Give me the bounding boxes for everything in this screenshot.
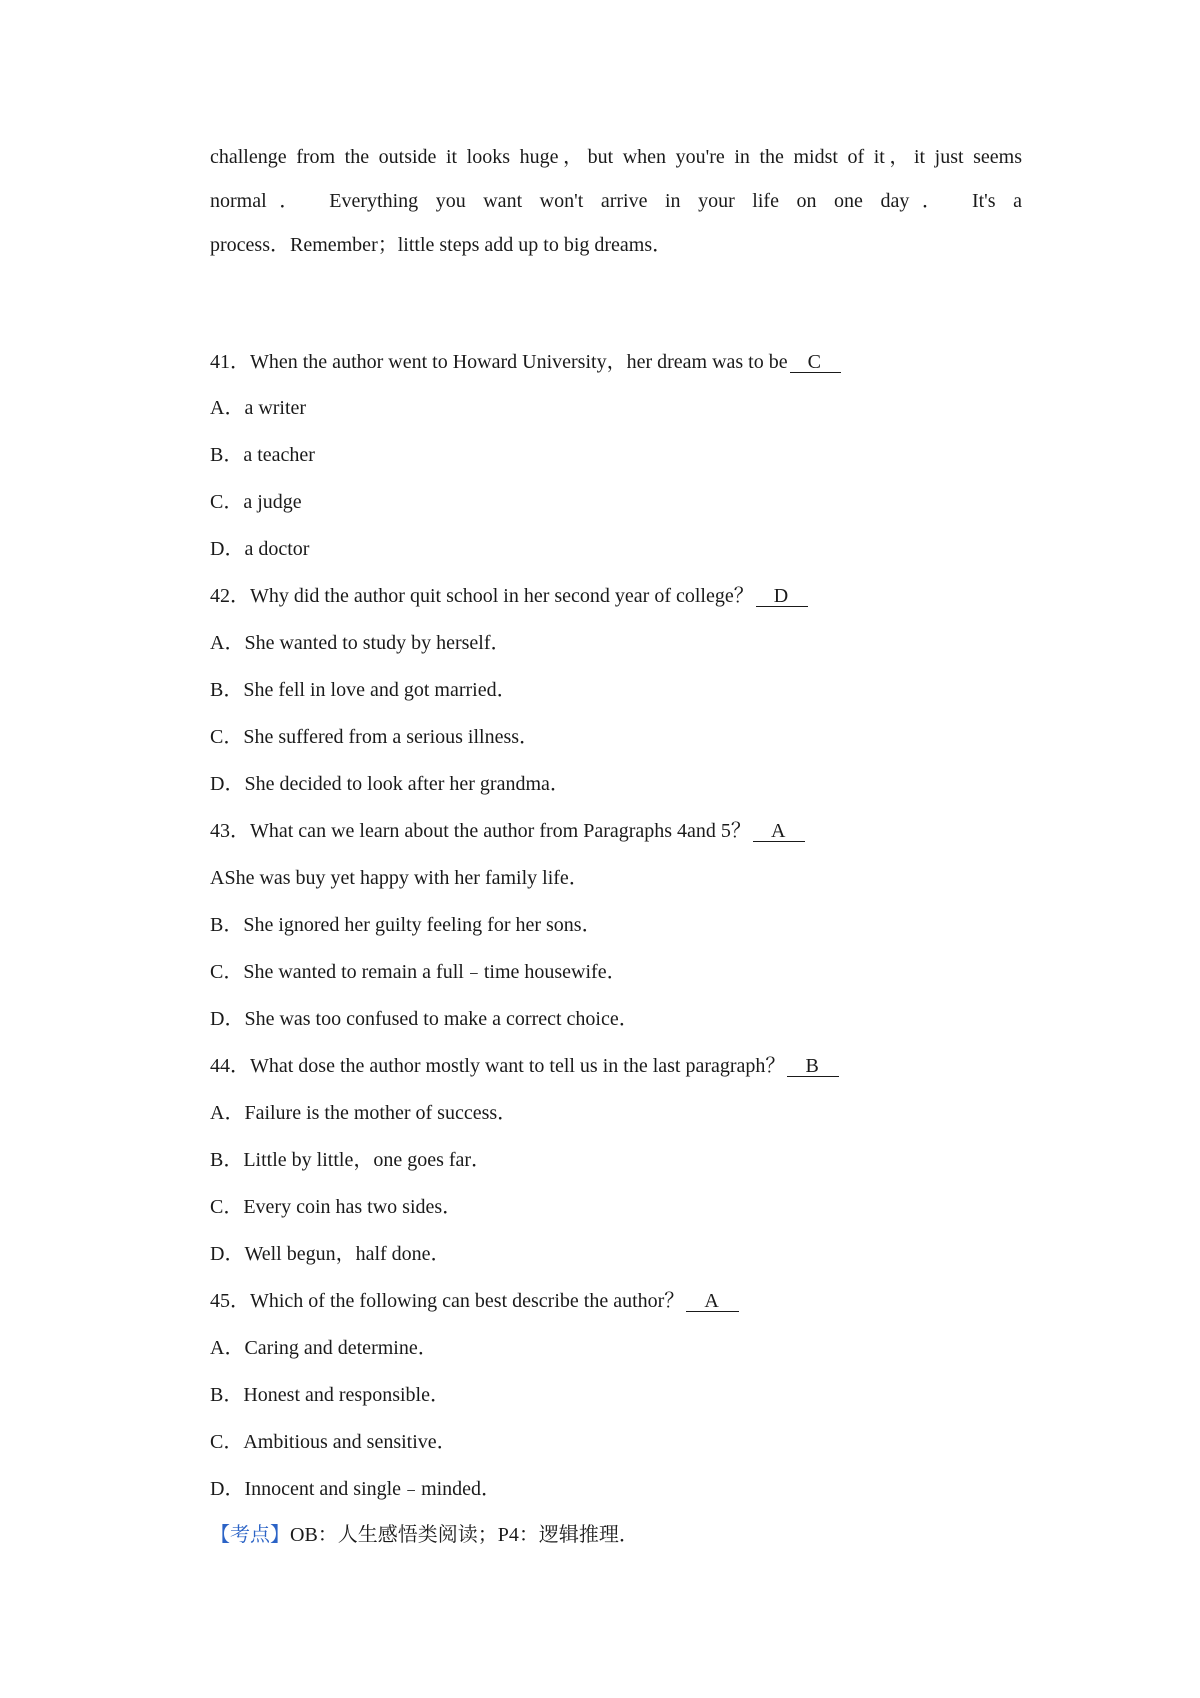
- question-41-text: 41．When the author went to Howard University，her dream was to be: [210, 351, 788, 373]
- question-45-option-b: B．Honest and responsible．: [210, 1384, 450, 1406]
- passage-line-1: challenge from the outside it looks huge，but when you're in the midst of it，it just seems: [210, 146, 1022, 168]
- question-42-option-a: A．She wanted to study by herself．: [210, 632, 511, 654]
- question-42-option-c: C．She suffered from a serious illness．: [210, 726, 540, 748]
- question-42-text: 42．Why did the author quit school in her second year of college？: [210, 585, 754, 607]
- question-45-option-c: C．Ambitious and sensitive．: [210, 1431, 457, 1453]
- question-44-text: 44．What dose the author mostly want to tell us in the last paragraph？: [210, 1055, 786, 1077]
- question-41-option-d: D．a doctor: [210, 538, 310, 560]
- question-43-option-b: B．She ignored her guilty feeling for her sons．: [210, 914, 602, 936]
- question-43-option-d: D．She was too confused to make a correct choice．: [210, 1008, 639, 1030]
- question-42-option-b: B．She fell in love and got married．: [210, 679, 517, 701]
- question-43-stem: [210, 819, 805, 843]
- question-44-option-b: B．Little by little，one goes far．: [210, 1149, 492, 1171]
- question-41-option-c: C．a judge: [210, 491, 302, 513]
- question-45-text: 45．Which of the following can best describe the author？: [210, 1290, 685, 1312]
- question-44-answer: B: [787, 1056, 838, 1077]
- kaodian-label: 【考点】: [210, 1524, 290, 1546]
- passage-line-3: process．Remember；little steps add up to big dreams．: [210, 234, 673, 256]
- question-44-option-a: A．Failure is the mother of success．: [210, 1102, 518, 1124]
- passage-line-2: normal． Everything you want won't arrive in your life on one day． It's a: [210, 190, 1022, 212]
- question-45-stem: [210, 1289, 739, 1313]
- question-42-answer: D: [756, 586, 808, 607]
- question-44-option-d: D．Well begun，half done．: [210, 1243, 451, 1265]
- question-41-answer: C: [790, 352, 841, 373]
- question-41-stem: [210, 350, 841, 374]
- question-44-stem: [210, 1054, 839, 1078]
- question-42-stem: [210, 584, 808, 608]
- question-45-option-a: A．Caring and determine．: [210, 1337, 438, 1359]
- question-45-option-d: D．Innocent and single﹣minded．: [210, 1478, 502, 1500]
- kaodian-line: [210, 1523, 639, 1547]
- question-43-option-c: C．She wanted to remain a full﹣time housewife．: [210, 961, 627, 983]
- question-44-option-c: C．Every coin has two sides．: [210, 1196, 463, 1218]
- question-41-option-a: A．a writer: [210, 397, 307, 419]
- question-43-text: 43．What can we learn about the author from Paragraphs 4and 5？: [210, 820, 751, 842]
- kaodian-text: OB：人生感悟类阅读；P4：逻辑推理．: [290, 1524, 639, 1546]
- question-43-answer: A: [753, 821, 805, 842]
- question-41-option-b: B．a teacher: [210, 444, 315, 466]
- question-45-answer: A: [686, 1291, 738, 1312]
- question-42-option-d: D．She decided to look after her grandma．: [210, 773, 570, 795]
- question-43-option-a: AShe was buy yet happy with her family life．: [210, 867, 589, 889]
